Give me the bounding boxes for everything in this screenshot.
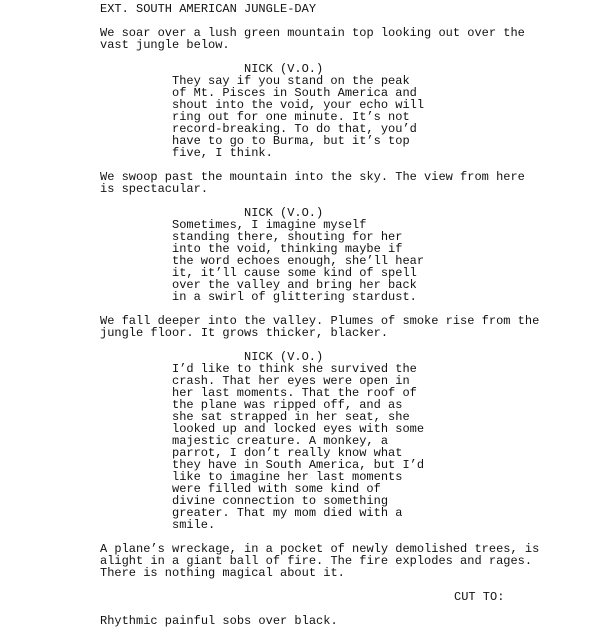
character-cue: NICK (V.O.) [244,62,324,76]
dialogue-line: looked up and locked eyes with some [172,422,425,436]
dialogue-line: five, I think. [172,146,273,160]
transition: CUT TO: [454,590,505,604]
dialogue-line: her last moments. That the roof of [172,386,417,400]
character-cue: NICK (V.O.) [244,350,324,364]
dialogue-line: like to imagine her last moments [172,470,403,484]
dialogue-line: into the void, thinking maybe if [172,242,403,256]
dialogue-line: divine connection to something [172,494,389,508]
dialogue-line: they have in South America, but I’d [172,458,425,472]
dialogue-line: Sometimes, I imagine myself [172,218,367,232]
dialogue-line: have to go to Burma, but it’s top [172,134,410,148]
dialogue-line: over the valley and bring her back [172,278,417,292]
dialogue-line: majestic creature. A monkey, a [172,434,389,448]
action-line: alight in a giant ball of fire. The fire explodes and rages. [100,554,533,568]
dialogue-line: They say if you stand on the peak [172,74,410,88]
dialogue-line: I’d like to think she survived the [172,362,417,376]
dialogue-line: of Mt. Pisces in South America and [172,86,417,100]
scene-heading: EXT. SOUTH AMERICAN JUNGLE-DAY [100,2,317,16]
action-line: vast jungle below. [100,38,230,52]
action-line: jungle floor. It grows thicker, blacker. [100,326,389,340]
dialogue-line: shout into the void, your echo will [172,98,425,112]
dialogue-line: greater. That my mom died with a [172,506,403,520]
dialogue-line: record-breaking. To do that, you’d [172,122,417,136]
dialogue-line: the plane was ripped off, and as [172,398,403,412]
dialogue-line: parrot, I don’t really know what [172,446,403,460]
dialogue-line: smile. [172,518,216,532]
dialogue-line: crash. That her eyes were open in [172,374,410,388]
character-cue: NICK (V.O.) [244,206,324,220]
dialogue-line: the word echoes enough, she’ll hear [172,254,425,268]
action-line: Rhythmic painful sobs over black. [100,614,338,628]
dialogue-line: she sat strapped in her seat, she [172,410,410,424]
action-line: We fall deeper into the valley. Plumes of smoke rise from the [100,314,540,328]
action-line: There is nothing magical about it. [100,566,345,580]
dialogue-line: it, it’ll cause some kind of spell [172,266,417,280]
action-line: We soar over a lush green mountain top looking out over the [100,26,525,40]
dialogue-line: ring out for one minute. It’s not [172,110,410,124]
action-line: A plane’s wreckage, in a pocket of newly demolished trees, is [100,542,540,556]
dialogue-line: in a swirl of glittering stardust. [172,290,417,304]
dialogue-line: were filled with some kind of [172,482,381,496]
action-line: is spectacular. [100,182,209,196]
action-line: We swoop past the mountain into the sky. The view from here [100,170,525,184]
dialogue-line: standing there, shouting for her [172,230,403,244]
